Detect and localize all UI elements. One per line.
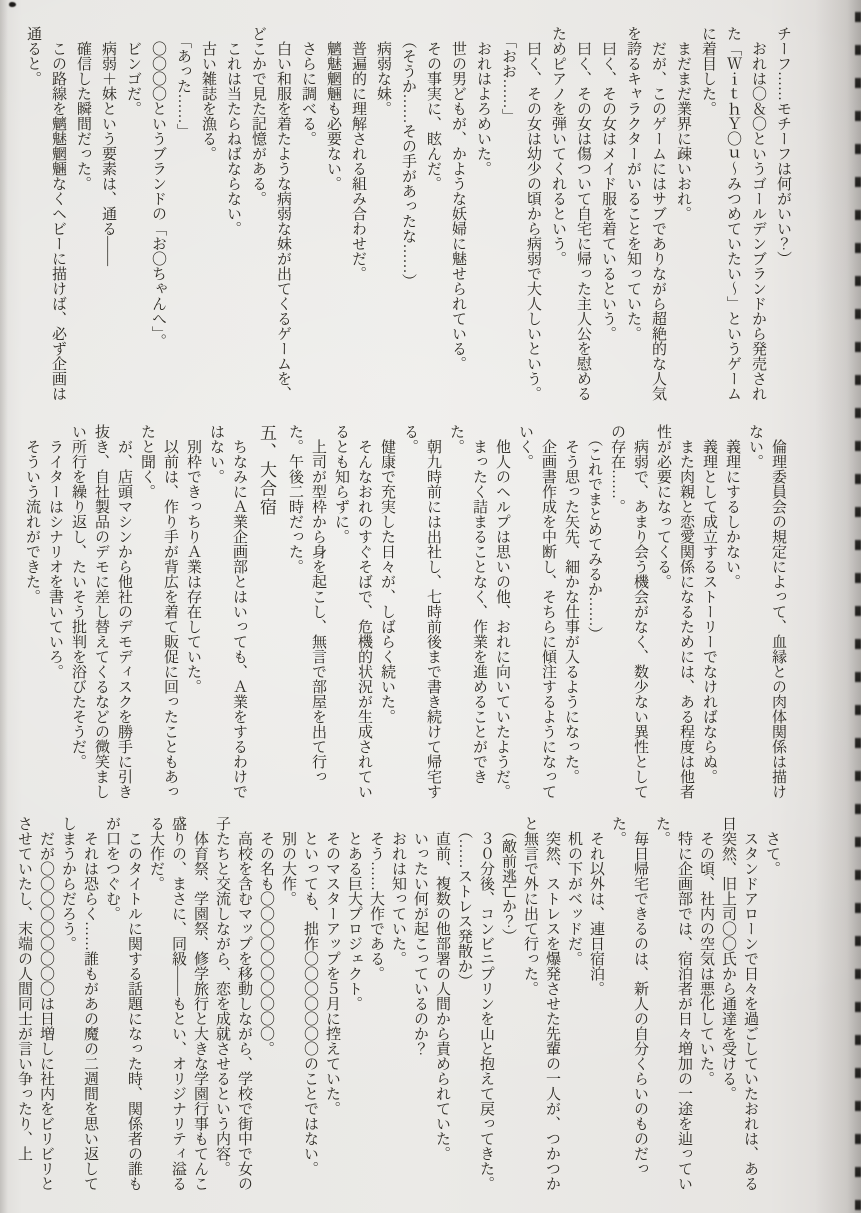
paragraph: 高校を含むマップを移動しながら、学校で街中で女の子たちと交流しながら、恋を成就させるという内容。 — [214, 816, 252, 1191]
paragraph: このタイトルに関する話題になった時、関係者の誰もが口をつぐむ。 — [104, 816, 142, 1191]
paragraph: 確信した瞬間だった。 — [75, 26, 91, 191]
paragraph: そう……大作である。 — [368, 816, 384, 981]
paragraph: その事実に、眩んだ。 — [425, 26, 441, 191]
paragraph: 「あった……」 — [175, 26, 191, 139]
paragraph: 体育祭、学園祭、修学旅行と大きな学園行事もてんこ盛りの、まさに、同級——もとい、オリジナリティ溢るる大作だ。 — [148, 816, 208, 1191]
paragraph: この路線を魑魅魍魎なくヘビーに描けば、必ず企画は通ると。 — [25, 26, 66, 401]
paragraph: 病弱な妹。 — [375, 26, 391, 116]
paragraph: まったく詰まることなく、作業を進めることができた。 — [448, 424, 487, 784]
paragraph: その頃、社内の空気は悪化していた。 — [698, 816, 714, 1086]
paragraph: 古い雑誌を漁る。 — [200, 26, 216, 161]
paragraph: 上司が型枠から身を起こし、無言で部屋を出て行った。午後二時だった。 — [287, 424, 326, 784]
paragraph: 他人のヘルプは思いの他、おれに向いていたようだ。 — [494, 424, 510, 799]
paragraph: いったい何が起こっているのか？ — [412, 816, 428, 1056]
paragraph: 別枠できっちりＡ業は存在していた。 — [185, 424, 201, 694]
paragraph: スタンドアローンで日々を過ごしていたおれは、ある日突然、旧上司〇〇氏から通達を受ける。 — [720, 816, 758, 1191]
paragraph: だが〇〇〇〇〇〇〇〇〇は日増しに社内をビリビリとさせていたし、末端の人間同士が言い争ったり、上 — [16, 816, 54, 1191]
paragraph: 健康で充実した日々が、しばらく続いた。 — [379, 424, 395, 724]
paragraph: それは恐らく……誰もがあの魔の二週間を思い返してしまうからだろう。 — [60, 816, 98, 1191]
paragraph: （そうか……その手があったな……） — [400, 26, 416, 289]
paragraph: 義理にするしかない。 — [724, 424, 740, 589]
paragraph: とある巨大プロジェクト。 — [346, 816, 362, 1011]
paragraph: が、店頭マシンから他社のデモディスクを勝手に引き抜き、自社製品のデモに差し替えてくるなどの微笑ましい所行を繰り返し、たいそう批判を浴びたそうだ。 — [70, 424, 132, 799]
paragraph: 義理として成立するストーリーでなければならぬ。 — [701, 424, 717, 784]
paragraph: 突然、ストレスを爆発させた先輩の一人が、つかつかと無言で外に出て行った。 — [522, 816, 560, 1191]
paragraph: ライターはシナリオを書いていろ。 — [47, 424, 63, 679]
text-band-middle — [20, 424, 789, 800]
section-heading: 五、大合宿 — [257, 424, 276, 517]
paragraph: 毎日帰宅できるのは、新人の自分くらいのものだった。 — [610, 816, 648, 1176]
binding-edge-marks — [855, 0, 861, 1213]
paragraph: 別の大作。 — [280, 816, 296, 906]
paragraph: さて。 — [764, 816, 780, 876]
paragraph: 白い和服を着たような病弱な妹が出てくるゲームを、どこかで見た記憶がある。 — [250, 26, 291, 401]
paragraph: ちなみにＡ業企画部とはいっても、Ａ業をするわけではない。 — [208, 424, 247, 799]
paragraph: 曰く、その女は傷ついて自宅に帰った主人公を慰めるためピアノを弾いてくれるという。 — [550, 26, 591, 401]
paragraph: （……ストレス発散か） — [456, 816, 472, 989]
text-band-top — [20, 26, 795, 402]
paragraph: そんなおれのすぐそばで、危機的状況が生成されているとも知らずに。 — [333, 424, 372, 799]
paragraph: （敵前逃亡か？） — [500, 816, 516, 944]
paragraph: 直前、複数の他部署の人間から責められていた。 — [434, 816, 450, 1161]
paragraph: チーフ……モチーフは何がいい？） — [775, 26, 791, 266]
paragraph: 倫理委員会の規定によって、血縁との肉体関係は描けない。 — [747, 424, 786, 799]
paragraph: さらに調べる。 — [300, 26, 316, 146]
paragraph: おれは〇＆〇というゴールデンブランドから発売された「ＷｉｔｈＹ〇ｕ～みつめていたい～」というゲームに着目した。 — [700, 26, 766, 401]
paragraph: 魑魅魍魎も必要ない。 — [325, 26, 341, 191]
paragraph: これは当たらねばならない。 — [225, 26, 241, 236]
scan-left-edge-shadow — [0, 0, 8, 1213]
paragraph: ビンゴだ。 — [125, 26, 141, 116]
paragraph: それ以外は、連日宿泊。 — [588, 816, 604, 996]
paragraph: （これでまとめてみるか……） — [586, 424, 602, 642]
paragraph: ３０分後、コンビニプリンを山と抱えて戻ってきた。 — [478, 816, 494, 1191]
paragraph: 朝九時前には出社し、七時前後まで書き続けて帰宅する。 — [402, 424, 441, 799]
paragraph: 世の男どもが、かような妖婦に魅せられている。 — [450, 26, 466, 371]
paragraph: 曰く、その女はメイド服を着ているという。 — [600, 26, 616, 341]
paragraph: 〇〇〇〇というブランドの「お〇ちゃんへ」。 — [150, 26, 166, 349]
paragraph: そのマスターアップを５月に控えていた。 — [324, 816, 340, 1116]
paragraph: その名も〇〇〇〇〇〇〇〇〇〇。 — [258, 816, 274, 1056]
paragraph: おれは知っていた。 — [390, 816, 406, 966]
paragraph: 特に企画部では、宿泊者が日々増加の一途を辿っていた。 — [654, 816, 692, 1191]
paragraph: そういう流れができた。 — [24, 424, 40, 604]
paragraph: 普遍的に理解される組み合わせだ。 — [350, 26, 366, 281]
paragraph: おれはよろめいた。 — [475, 26, 491, 176]
paragraph: また肉親と恋愛関係になるためには、ある程度は他者性が必要になってくる。 — [655, 424, 694, 799]
paragraph: 「おお……」 — [500, 26, 516, 124]
paragraph: 病弱で、あまり会う機会がなく、数少ない異性としての存在……。 — [609, 424, 648, 799]
paragraph: 以前は、作り手が背広を着て販促に回ったこともあったと聞く。 — [139, 424, 178, 799]
paragraph: まだまだ業界に疎いおれ。 — [675, 26, 691, 221]
paragraph: 病弱＋妹という要素は、通る—— — [100, 26, 116, 266]
paragraph: そう思った矢先、細かな仕事が入るようになった。 — [563, 424, 579, 784]
paragraph: だが、このゲームにはサブでありながら超絶的な人気を誇るキャラクターがいることを知っていた。 — [625, 26, 666, 401]
paragraph: 企画書作成を中断し、そちらに傾注するようになっていく。 — [517, 424, 556, 799]
text-band-bottom — [13, 816, 783, 1194]
scan-speck — [9, 2, 16, 7]
paragraph: 机の下がベッドだ。 — [566, 816, 582, 966]
paragraph: 曰く、その女は幼少の頃から病弱で大人しいという。 — [525, 26, 541, 401]
paragraph: といっても、拙作〇〇〇〇〇〇〇のことではない。 — [302, 816, 318, 1176]
